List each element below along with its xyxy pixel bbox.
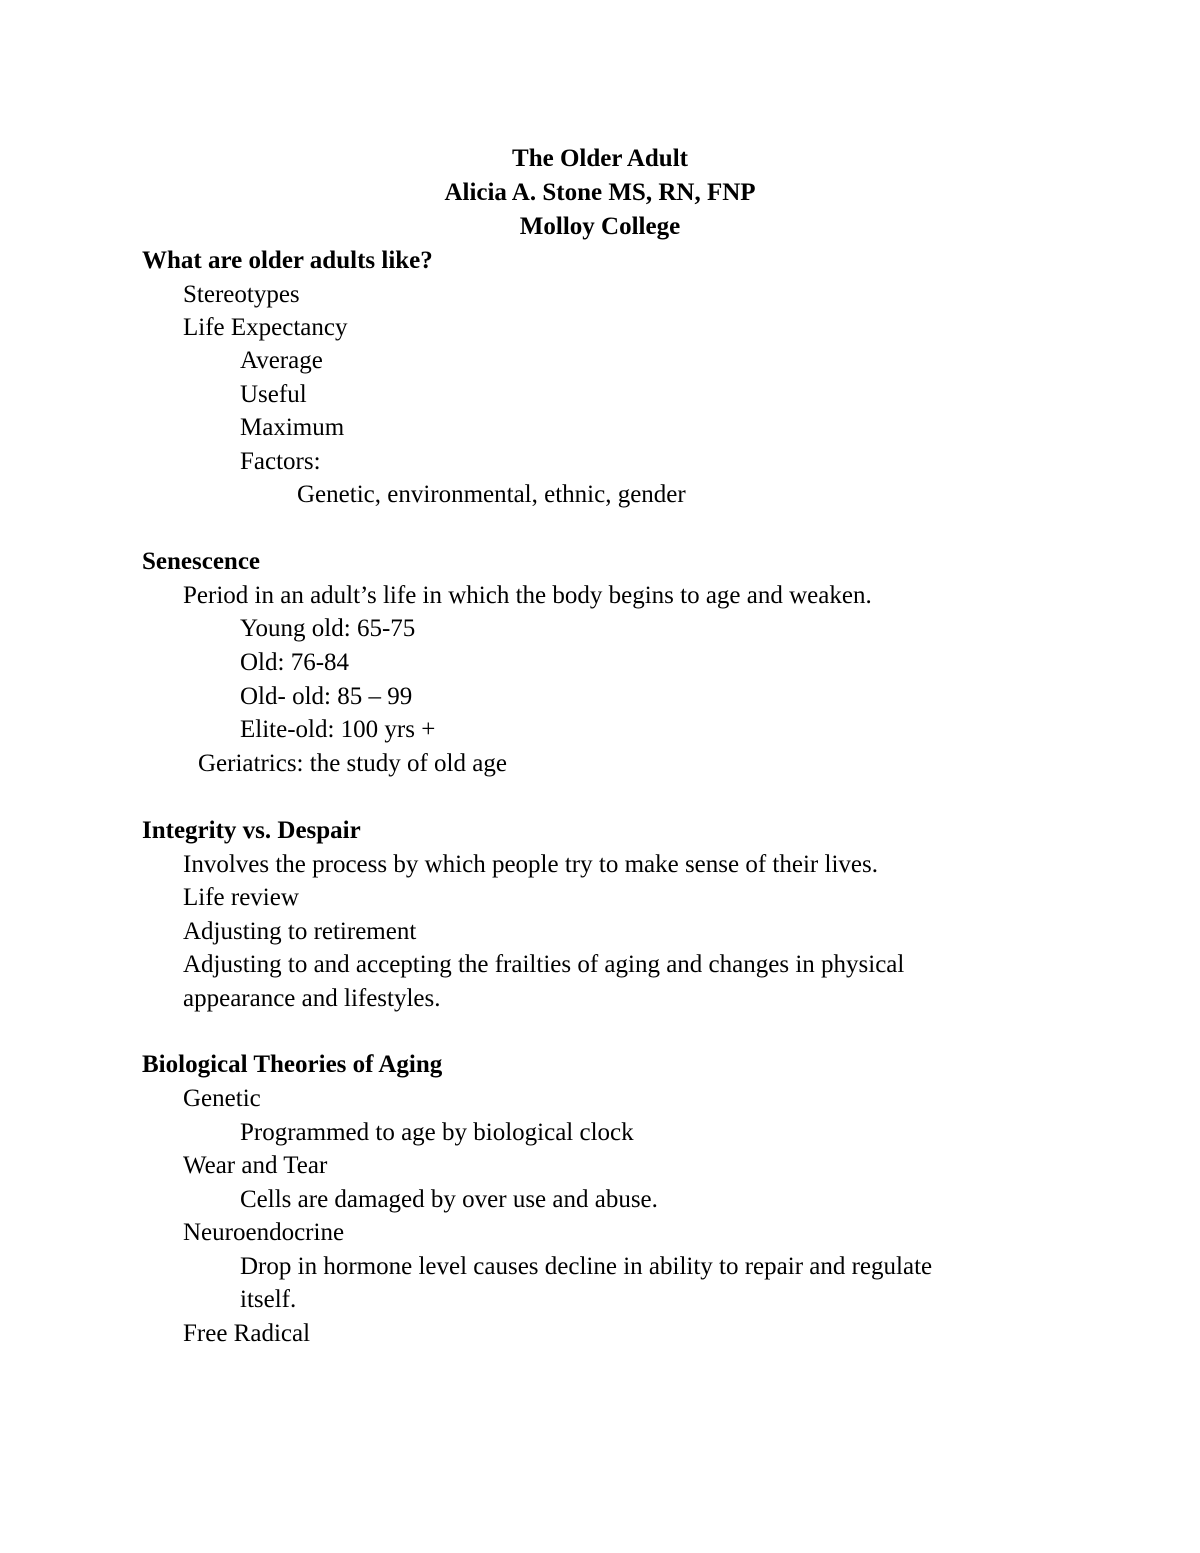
- outline-item: Cells are damaged by over use and abuse.: [240, 1186, 658, 1213]
- document-author: Alicia A. Stone MS, RN, FNP: [444, 179, 756, 206]
- outline-item: Old- old: 85 – 99: [240, 683, 413, 710]
- outline-item: Average: [240, 347, 323, 374]
- outline-item: Adjusting to retirement: [183, 918, 417, 945]
- outline-item: Drop in hormone level causes decline in ability to repair and regulate: [240, 1253, 933, 1280]
- section-heading-integrity: Integrity vs. Despair: [142, 817, 361, 844]
- outline-item: Neuroendocrine: [183, 1219, 345, 1246]
- document-title: The Older Adult: [512, 145, 688, 172]
- outline-item: Programmed to age by biological clock: [240, 1119, 634, 1146]
- outline-item: Elite-old: 100 yrs +: [240, 716, 436, 743]
- outline-item: Geriatrics: the study of old age: [198, 750, 507, 777]
- outline-item: Useful: [240, 381, 307, 408]
- outline-item: Involves the process by which people try to make sense of their lives.: [183, 851, 878, 878]
- section-heading-biological-theories: Biological Theories of Aging: [142, 1051, 443, 1078]
- outline-item: Stereotypes: [183, 281, 300, 308]
- outline-item: appearance and lifestyles.: [183, 985, 441, 1012]
- section-heading-senescence: Senescence: [142, 548, 261, 575]
- section-heading-older-adults: What are older adults like?: [142, 247, 433, 274]
- outline-item: Genetic: [183, 1085, 261, 1112]
- outline-item: Adjusting to and accepting the frailties of aging and changes in physical: [183, 951, 905, 978]
- outline-item: Life review: [183, 884, 299, 911]
- outline-item: Free Radical: [183, 1320, 311, 1347]
- outline-item: Old: 76-84: [240, 649, 350, 676]
- outline-item: Period in an adult’s life in which the body begins to age and weaken.: [183, 582, 872, 609]
- outline-item: Wear and Tear: [183, 1152, 328, 1179]
- document-institution: Molloy College: [519, 213, 681, 240]
- outline-item: itself.: [240, 1286, 297, 1313]
- outline-item: Young old: 65-75: [240, 615, 416, 642]
- outline-item: Maximum: [240, 414, 345, 441]
- outline-item: Genetic, environmental, ethnic, gender: [297, 481, 686, 508]
- outline-item: Life Expectancy: [183, 314, 348, 341]
- outline-item: Factors:: [240, 448, 321, 475]
